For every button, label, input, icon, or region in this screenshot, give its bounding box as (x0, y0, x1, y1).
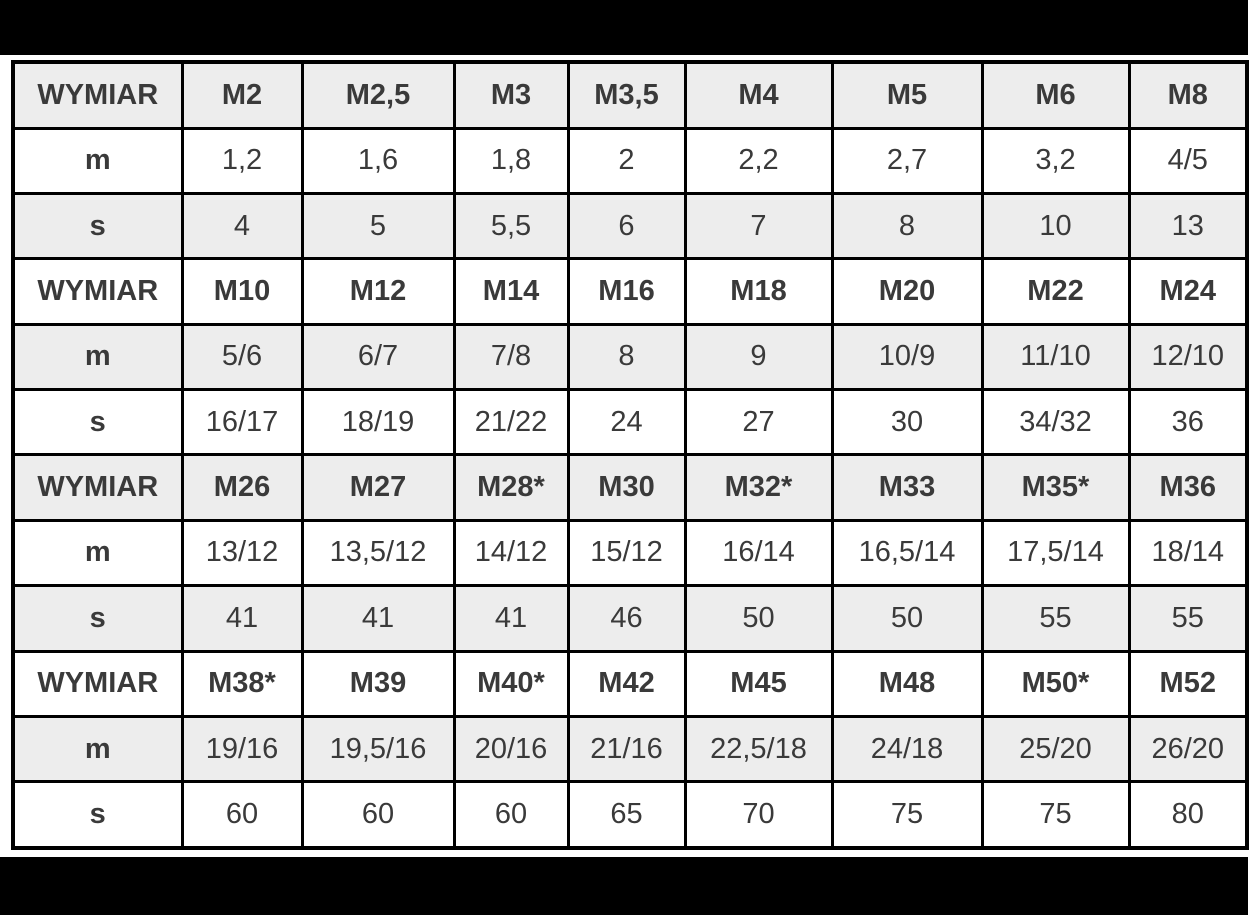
value-cell: 8 (832, 194, 982, 259)
size-name-cell: M6 (982, 62, 1129, 128)
size-name-cell: M42 (568, 651, 685, 716)
value-cell: 24/18 (832, 716, 982, 781)
size-name-cell: M45 (685, 651, 832, 716)
size-name-cell: M35* (982, 455, 1129, 520)
size-header-row (13, 62, 1247, 128)
value-cell: 18/19 (302, 390, 454, 455)
value-cell: 2 (568, 128, 685, 193)
value-cell: 55 (1129, 586, 1247, 651)
size-name-cell: M48 (832, 651, 982, 716)
value-cell: 22,5/18 (685, 716, 832, 781)
row-label-s: s (13, 586, 182, 651)
value-cell: 46 (568, 586, 685, 651)
value-cell: 41 (182, 586, 302, 651)
row-label-wymiar: WYMIAR (13, 455, 182, 520)
bottom-black-bar (0, 857, 1248, 915)
row-label-s: s (13, 194, 182, 259)
value-cell: 36 (1129, 390, 1247, 455)
value-cell: 4/5 (1129, 128, 1247, 193)
row-label-wymiar: WYMIAR (13, 651, 182, 716)
value-cell: 75 (832, 782, 982, 848)
value-cell: 1,2 (182, 128, 302, 193)
top-black-bar (0, 0, 1248, 55)
size-name-cell: M18 (685, 259, 832, 324)
table-body (13, 62, 1247, 848)
value-cell: 13/12 (182, 520, 302, 585)
value-cell: 60 (454, 782, 568, 848)
size-name-cell: M36 (1129, 455, 1247, 520)
value-cell: 1,6 (302, 128, 454, 193)
value-cell: 41 (454, 586, 568, 651)
size-name-cell: M26 (182, 455, 302, 520)
size-name-cell: M38* (182, 651, 302, 716)
row-label-m: m (13, 520, 182, 585)
value-cell: 19,5/16 (302, 716, 454, 781)
size-name-cell: M50* (982, 651, 1129, 716)
value-row (13, 324, 1247, 389)
value-cell: 7/8 (454, 324, 568, 389)
value-cell: 41 (302, 586, 454, 651)
size-name-cell: M3,5 (568, 62, 685, 128)
value-row (13, 390, 1247, 455)
value-cell: 10 (982, 194, 1129, 259)
value-cell: 6/7 (302, 324, 454, 389)
value-cell: 13 (1129, 194, 1247, 259)
value-cell: 4 (182, 194, 302, 259)
value-cell: 10/9 (832, 324, 982, 389)
row-label-wymiar: WYMIAR (13, 62, 182, 128)
value-cell: 5 (302, 194, 454, 259)
value-cell: 24 (568, 390, 685, 455)
value-cell: 16/17 (182, 390, 302, 455)
value-cell: 50 (832, 586, 982, 651)
size-name-cell: M27 (302, 455, 454, 520)
value-cell: 11/10 (982, 324, 1129, 389)
size-name-cell: M14 (454, 259, 568, 324)
value-cell: 2,7 (832, 128, 982, 193)
value-cell: 1,8 (454, 128, 568, 193)
size-name-cell: M24 (1129, 259, 1247, 324)
size-header-row (13, 455, 1247, 520)
value-cell: 7 (685, 194, 832, 259)
value-cell: 14/12 (454, 520, 568, 585)
value-cell: 21/22 (454, 390, 568, 455)
value-cell: 8 (568, 324, 685, 389)
value-cell: 17,5/14 (982, 520, 1129, 585)
value-cell: 16,5/14 (832, 520, 982, 585)
size-name-cell: M52 (1129, 651, 1247, 716)
size-name-cell: M2,5 (302, 62, 454, 128)
value-cell: 19/16 (182, 716, 302, 781)
value-cell: 5,5 (454, 194, 568, 259)
value-cell: 6 (568, 194, 685, 259)
value-cell: 20/16 (454, 716, 568, 781)
size-name-cell: M22 (982, 259, 1129, 324)
size-name-cell: M3 (454, 62, 568, 128)
value-cell: 30 (832, 390, 982, 455)
size-name-cell: M32* (685, 455, 832, 520)
value-row (13, 586, 1247, 651)
value-cell: 60 (302, 782, 454, 848)
value-cell: 50 (685, 586, 832, 651)
value-cell: 70 (685, 782, 832, 848)
size-name-cell: M39 (302, 651, 454, 716)
size-name-cell: M16 (568, 259, 685, 324)
value-cell: 5/6 (182, 324, 302, 389)
row-label-m: m (13, 128, 182, 193)
row-label-wymiar: WYMIAR (13, 259, 182, 324)
value-row (13, 520, 1247, 585)
value-cell: 12/10 (1129, 324, 1247, 389)
value-cell: 3,2 (982, 128, 1129, 193)
size-name-cell: M2 (182, 62, 302, 128)
value-row (13, 782, 1247, 848)
value-cell: 60 (182, 782, 302, 848)
size-name-cell: M28* (454, 455, 568, 520)
value-row (13, 716, 1247, 781)
size-name-cell: M10 (182, 259, 302, 324)
value-cell: 25/20 (982, 716, 1129, 781)
row-label-m: m (13, 324, 182, 389)
value-cell: 13,5/12 (302, 520, 454, 585)
size-name-cell: M4 (685, 62, 832, 128)
size-name-cell: M40* (454, 651, 568, 716)
size-name-cell: M8 (1129, 62, 1247, 128)
size-name-cell: M12 (302, 259, 454, 324)
value-cell: 26/20 (1129, 716, 1247, 781)
value-cell: 21/16 (568, 716, 685, 781)
value-cell: 18/14 (1129, 520, 1247, 585)
value-cell: 27 (685, 390, 832, 455)
size-header-row (13, 259, 1247, 324)
size-name-cell: M20 (832, 259, 982, 324)
value-row (13, 194, 1247, 259)
size-name-cell: M33 (832, 455, 982, 520)
value-cell: 16/14 (685, 520, 832, 585)
value-cell: 55 (982, 586, 1129, 651)
size-name-cell: M30 (568, 455, 685, 520)
value-cell: 75 (982, 782, 1129, 848)
size-header-row (13, 651, 1247, 716)
row-label-s: s (13, 782, 182, 848)
value-cell: 2,2 (685, 128, 832, 193)
value-cell: 65 (568, 782, 685, 848)
row-label-m: m (13, 716, 182, 781)
row-label-s: s (13, 390, 182, 455)
value-cell: 34/32 (982, 390, 1129, 455)
value-cell: 15/12 (568, 520, 685, 585)
size-name-cell: M5 (832, 62, 982, 128)
thread-dimension-table (11, 60, 1249, 850)
value-cell: 80 (1129, 782, 1247, 848)
value-row (13, 128, 1247, 193)
value-cell: 9 (685, 324, 832, 389)
